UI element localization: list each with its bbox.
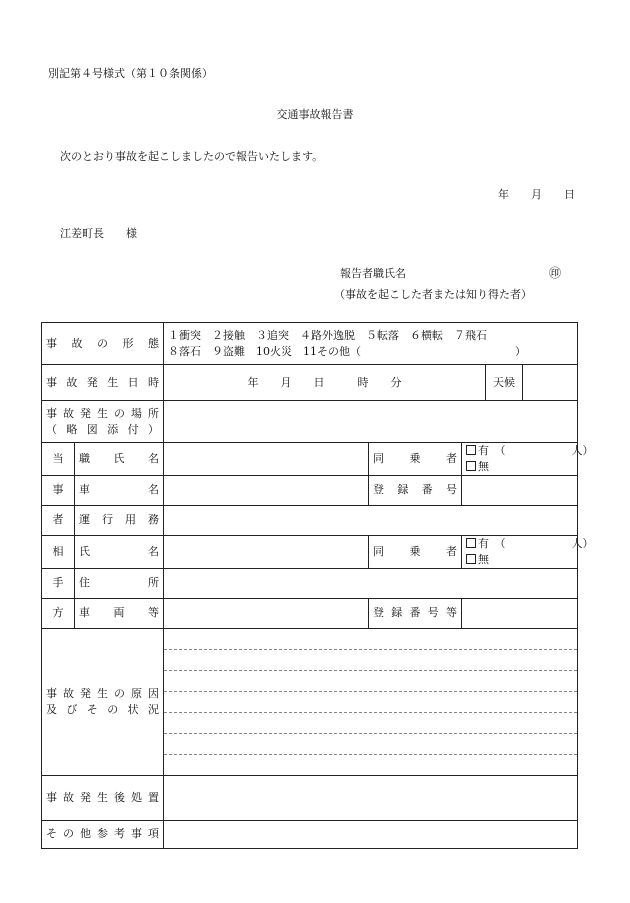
weather-label: 天候: [486, 365, 523, 401]
other-address-label: 住所: [75, 568, 164, 598]
after-label: 事故発生後処置: [42, 775, 164, 820]
notes-label: その他参考事項: [42, 820, 164, 848]
location-value[interactable]: [164, 401, 578, 443]
other-reg-value[interactable]: [462, 598, 578, 628]
location-label-line1: 事故発生の場所: [46, 406, 159, 420]
cause-line: [164, 755, 577, 775]
datetime-label: 事故発生日時: [42, 365, 164, 401]
other-label-char-2: 手: [42, 568, 75, 598]
location-label-line2: （略図添付）: [46, 422, 159, 436]
other-name-label: 氏名: [75, 535, 164, 568]
other-address-value[interactable]: [164, 568, 578, 598]
party-passenger-value[interactable]: [462, 443, 594, 476]
cause-line: [164, 713, 577, 734]
row-notes: [42, 820, 578, 848]
other-passenger-label: 同乗者: [369, 535, 462, 568]
row-other-vehicle: [42, 598, 578, 628]
reporter-label: 報告者職氏名: [340, 267, 406, 280]
intro-text: 次のとおり事故を起こしましたので報告いたします。: [60, 150, 324, 163]
date-line: 年 月 日: [498, 188, 575, 201]
document-title: 交通事故報告書: [276, 108, 354, 121]
row-other-address: [42, 568, 578, 598]
row-party-vehicle: [42, 475, 578, 505]
form-id: 別記第４号様式（第１０条関係）: [48, 67, 213, 80]
party-vehicle-label: 車名: [75, 475, 164, 505]
accident-type-label: 事故の形態: [42, 323, 164, 365]
cause-line: [164, 734, 577, 755]
seal-mark: ㊞: [549, 266, 562, 280]
row-party-duty: [42, 505, 578, 535]
row-party-name: [42, 443, 578, 476]
party-reg-value[interactable]: [462, 475, 578, 505]
notes-value[interactable]: [164, 820, 578, 848]
other-passenger-yes-label: 有 （ 人）: [478, 536, 594, 550]
accident-type-line1: １衝突 ２接触 ３追突 ４路外逸脱 ５転落 ６横転 ７飛石: [168, 328, 487, 342]
row-location: [42, 401, 578, 443]
party-duty-value[interactable]: [164, 505, 578, 535]
after-value[interactable]: [164, 775, 578, 820]
cause-line: [164, 671, 577, 692]
accident-type-line2: ８落石 ９盗難 10火災 11その他（ ）: [168, 344, 526, 358]
datetime-value[interactable]: 年 月 日 時 分: [164, 365, 486, 401]
cause-label-line2: 及びその状況: [46, 702, 159, 716]
party-name-label: 職氏名: [75, 443, 164, 476]
reporter-note: （事故を起こした者または知り得た者）: [334, 288, 532, 301]
addressee: 江差町長 様: [60, 227, 137, 240]
other-vehicle-label: 車両等: [75, 598, 164, 628]
row-accident-type: [42, 323, 578, 365]
party-label-char-1: 当: [42, 443, 75, 476]
row-datetime: [42, 365, 578, 401]
location-label: [42, 401, 164, 443]
other-vehicle-value[interactable]: [164, 598, 369, 628]
row-other-name: [42, 535, 578, 568]
cause-label-line1: 事故発生の原因: [46, 686, 159, 700]
weather-value[interactable]: [523, 365, 578, 401]
accident-report-table: [41, 322, 594, 849]
other-reg-label: 登録番号等: [369, 598, 462, 628]
party-label-char-3: 者: [42, 505, 75, 535]
other-name-value[interactable]: [164, 535, 369, 568]
cause-line: [164, 629, 577, 650]
passenger-no-checkbox[interactable]: [466, 461, 476, 471]
party-duty-label: 運行用務: [75, 505, 164, 535]
other-passenger-yes-checkbox[interactable]: [466, 538, 476, 548]
party-name-value[interactable]: [164, 443, 369, 476]
other-label-char-1: 相: [42, 535, 75, 568]
other-passenger-no-label: 無: [478, 552, 489, 566]
cause-line: [164, 650, 577, 671]
party-vehicle-value[interactable]: [164, 475, 369, 505]
row-after: [42, 775, 578, 820]
other-label-char-3: 方: [42, 598, 75, 628]
passenger-yes-checkbox[interactable]: [466, 445, 476, 455]
passenger-yes-label: 有 （ 人）: [478, 444, 594, 457]
cause-label: [42, 628, 164, 775]
accident-type-options[interactable]: [164, 323, 578, 365]
party-passenger-label: 同乗者: [369, 443, 462, 476]
cause-value[interactable]: [164, 628, 578, 775]
other-passenger-no-checkbox[interactable]: [466, 554, 476, 564]
other-passenger-value[interactable]: [462, 535, 594, 568]
cause-line: [164, 692, 577, 713]
passenger-no-label: 無: [478, 459, 489, 473]
party-label-char-2: 事: [42, 475, 75, 505]
party-reg-label: 登録番号: [369, 475, 462, 505]
row-cause: [42, 628, 578, 775]
